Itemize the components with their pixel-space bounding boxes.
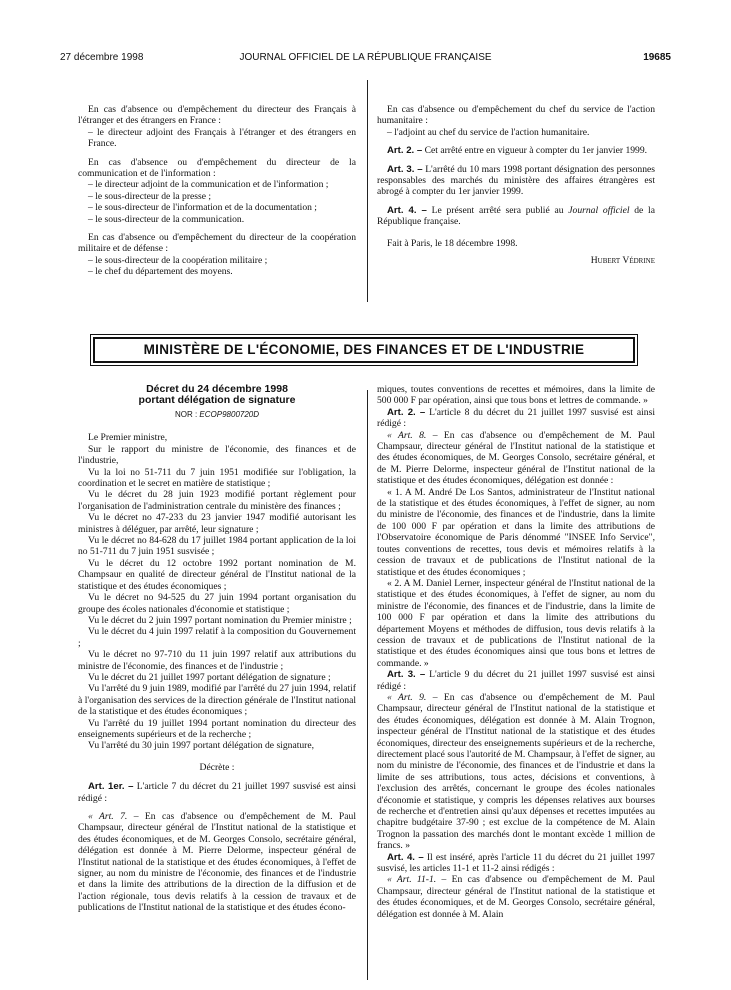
paragraph: Vu l'arrêté du 19 juillet 1994 portant nomination du directeur des enseignements supérieurs et de la recherche ; (78, 717, 356, 740)
paragraph: Vu la loi no 51-711 du 7 juin 1951 modifiée sur l'obligation, la coordination et le secret en matière de statistique ; (78, 466, 356, 490)
article-1: Art. 1er. – L'article 7 du décret du 21 juillet 1997 susvisé est ainsi rédigé : (78, 781, 356, 804)
paragraph: « 1. A M. André De Los Santos, administrateur de l'Institut national de la statistique et des études économiques, à l'effet de signer, au nom du ministre de l'économie, des finances et de l'industrie, dans la limite de 100 000 F par opération et dans la limite des attributions de l'Observatoire économique de Paris dénommé "INSEE Info Service", toutes conventions de recettes, tous devis et mémoires relatifs à la cession de travaux et de publications de l'Institut national de la statistique et des études économiques ; (377, 486, 655, 578)
paragraph: En cas d'absence ou d'empêchement du directeur de la coopération militaire et de défense : (78, 232, 356, 255)
paragraph: « 2. A M. Daniel Lerner, inspecteur général de l'Institut national de la statistique et des études économiques, à l'effet de signer, au nom du ministre de l'économie, des finances et de l'industrie, dans la limite de 100 000 F par opération et dans la limite des attributions du département Moyens et méthodes de diffusion, tous devis relatifs à la cession de travaux et de publications de l'Institut national de la statistique et des études économiques ainsi que tous bons et lettres de commande. » (377, 577, 655, 669)
list-item: – le sous-directeur de l'information et de la documentation ; (88, 202, 317, 214)
paragraph: Vu le décret no 94-525 du 27 juin 1994 portant organisation du groupe des écoles nationales d'économie et statistique ; (78, 592, 356, 615)
header-journal-title: JOURNAL OFFICIEL DE LA RÉPUBLIQUE FRANÇAISE (239, 52, 492, 63)
article-label: Art. 3. – (387, 669, 426, 681)
list-item: – l'adjoint au chef du service de l'action humanitaire. (387, 126, 590, 138)
paragraph: En cas d'absence ou d'empêchement du directeur de la communication et de l'information : (78, 156, 356, 180)
page-header (0, 52, 731, 66)
paragraph: Vu le décret no 97-710 du 11 juin 1997 relatif aux attributions du ministre de l'économie, des finances et de l'industrie ; (78, 649, 356, 672)
column-divider (367, 80, 368, 302)
top-left-column (78, 104, 356, 278)
list-item: – le chef du département des moyens. (88, 266, 233, 278)
done-at: Fait à Paris, le 18 décembre 1998. (387, 237, 518, 249)
column-divider (367, 390, 368, 980)
article-11-1-quote: « Art. 11-1. – En cas d'absence ou d'empêchement de M. Paul Champsaur, directeur général de l'Institut national de la statistique et des études économiques, et de M. Georges Consolo, secrétaire général, délégation est donnée à M. Alain (377, 874, 655, 920)
article-4: Art. 4. – Il est inséré, après l'article 11 du décret du 21 juillet 1997 susvisé, les articles 11-1 et 11-2 ainsi rédigés : (377, 851, 655, 875)
paragraph: Vu le décret du 21 juillet 1997 portant délégation de signature ; (88, 671, 331, 683)
list-item: – le sous-directeur de la presse ; (88, 190, 212, 202)
header-date: 27 décembre 1998 (60, 52, 144, 63)
article-label: Art. 4. – (387, 204, 427, 216)
top-right-column (377, 104, 655, 266)
article-label: Art. 1er. – (88, 781, 134, 793)
list-item: – le directeur adjoint de la communication et de l'information ; (88, 179, 329, 191)
article-7-quote: « Art. 7. – En cas d'absence ou d'empêchement de M. Paul Champsaur, directeur général de l'Institut national de la statistique et des études économiques, et de M. Georges Consolo, secrétaire général, délégation est donnée à M. Pierre Delorme, inspecteur général de l'Institut national de la statistique et des études économiques, à l'effet de signer, au nom du ministre de l'économie, des finances et de l'industrie et dans la limite des attributions de la direction de la diffusion et de l'action régionale, tous devis relatifs à la cession de travaux et de publications de l'Institut national de la statistique et des études écono- (78, 811, 356, 914)
bottom-left-column (78, 384, 356, 914)
paragraph: Vu le décret du 4 juin 1997 relatif à la composition du Gouvernement ; (78, 626, 356, 649)
article-3: Art. 3. – L'article 9 du décret du 21 juillet 1997 susvisé est ainsi rédigé : (377, 669, 655, 692)
decree-title: Décret du 24 décembre 1998 (146, 383, 288, 395)
paragraph: Vu le décret du 28 juin 1923 modifié portant règlement pour l'organisation de l'administration centrale du ministère des finances ; (78, 489, 356, 512)
article-label: Art. 4. – (387, 851, 424, 863)
article-label: Art. 2. – (387, 145, 423, 157)
signature: Hubert Védrine (590, 255, 655, 267)
paragraph: En cas d'absence ou d'empêchement du chef du service de l'action humanitaire : (377, 104, 655, 127)
article-8-quote: « Art. 8. – En cas d'absence ou d'empêchement de M. Paul Champsaur, directeur général de l'Institut national de la statistique et des études économiques, de M. Georges Consolo, secrétaire général, et de M. Pierre Delorme, inspecteur général de l'Institut national de la statistique et des études économiques, délégation est donnée : (377, 429, 655, 487)
list-item: – le directeur adjoint des Français à l'étranger et des étrangers en France. (88, 126, 356, 150)
paragraph: Vu le décret du 2 juin 1997 portant nomination du Premier ministre ; (88, 614, 352, 626)
decree-subtitle: portant délégation de signature (138, 394, 296, 406)
list-item: – le sous-directeur de la communication. (88, 213, 245, 225)
article-label: Art. 2. – (387, 406, 426, 418)
article-2: Art. 2. – Cet arrêté entre en vigueur à compter du 1er janvier 1999. (387, 145, 648, 157)
decrete-heading: Décrète : (199, 761, 235, 773)
paragraph: Vu l'arrêté du 9 juin 1989, modifié par l'arrêté du 27 juin 1994, relatif à l'organisation des services de la direction générale de l'Institut national de la statistique et des études économiques ; (78, 683, 356, 718)
article-label: Art. 3. – (387, 163, 423, 175)
header-page-number: 19685 (643, 52, 671, 63)
paragraph: Vu l'arrêté du 30 juin 1997 portant délégation de signature, (88, 740, 315, 752)
paragraph: Vu le décret du 12 octobre 1992 portant nomination de M. Champsaur en qualité de directeur général de l'Institut national de la statistique et des études économiques ; (78, 557, 356, 592)
paragraph: miques, toutes conventions de recettes et mémoires, dans la limite de 500 000 F par opération, ainsi que tous bons et lettres de commande. » (377, 384, 655, 407)
paragraph: En cas d'absence ou d'empêchement du directeur des Français à l'étranger et des étrangers en France : (78, 104, 356, 127)
nor-reference: NOR : ECOP9800720D (174, 410, 260, 419)
paragraph: Sur le rapport du ministre de l'économie, des finances et de l'industrie, (78, 443, 356, 467)
article-4: Art. 4. – Le présent arrêté sera publié au Journal officiel de la République française. (377, 204, 655, 228)
paragraph: Vu le décret no 47-233 du 23 janvier 1947 modifié autorisant les ministres à déléguer, par arrêté, leur signature ; (78, 512, 356, 535)
paragraph: Le Premier ministre, (88, 432, 168, 444)
bottom-right-column (377, 384, 655, 920)
ministry-title: MINISTÈRE DE L'ÉCONOMIE, DES FINANCES ET DE L'INDUSTRIE (143, 342, 585, 357)
paragraph: Vu le décret no 84-628 du 17 juillet 1984 portant application de la loi no 51-711 du 7 juin 1951 susvisée ; (78, 535, 356, 558)
ministry-banner (93, 337, 635, 363)
article-3: Art. 3. – L'arrêté du 10 mars 1998 portant désignation des personnes responsables des marchés du ministère des affaires étrangères est abrogé à compter du 1er janvier 1999. (377, 163, 655, 198)
article-9-quote: « Art. 9. – En cas d'absence ou d'empêchement de M. Paul Champsaur, directeur général de l'Institut national de la statistique et des études économiques, délégation est donnée à M. Alain Trognon, inspecteur général de l'Institut national de la statistique et des études économiques, directeur des enseignements supérieurs et de la recherche, directement placé sous l'autorité de M. Champsaur, à l'effet de signer, au nom du ministre de l'économie, des finances et de l'industrie et dans la limite de ses attributions, tous actes, décisions et conventions, à l'exclusion des arrêtés, concernant le groupe des écoles nationales d'économie et statistique, y compris les dépenses relatives aux bourses de recherche et d'entretien ainsi qu'aux dépenses et recettes imputées au chapitre budgétaire 37-90 ; est exclue de la compétence de M. Alain Trognon la passation des marchés dont le montant excède 1 million de francs. » (377, 691, 655, 852)
article-2: Art. 2. – L'article 8 du décret du 21 juillet 1997 susvisé est ainsi rédigé : (377, 406, 655, 430)
list-item: – le sous-directeur de la coopération militaire ; (88, 254, 268, 266)
